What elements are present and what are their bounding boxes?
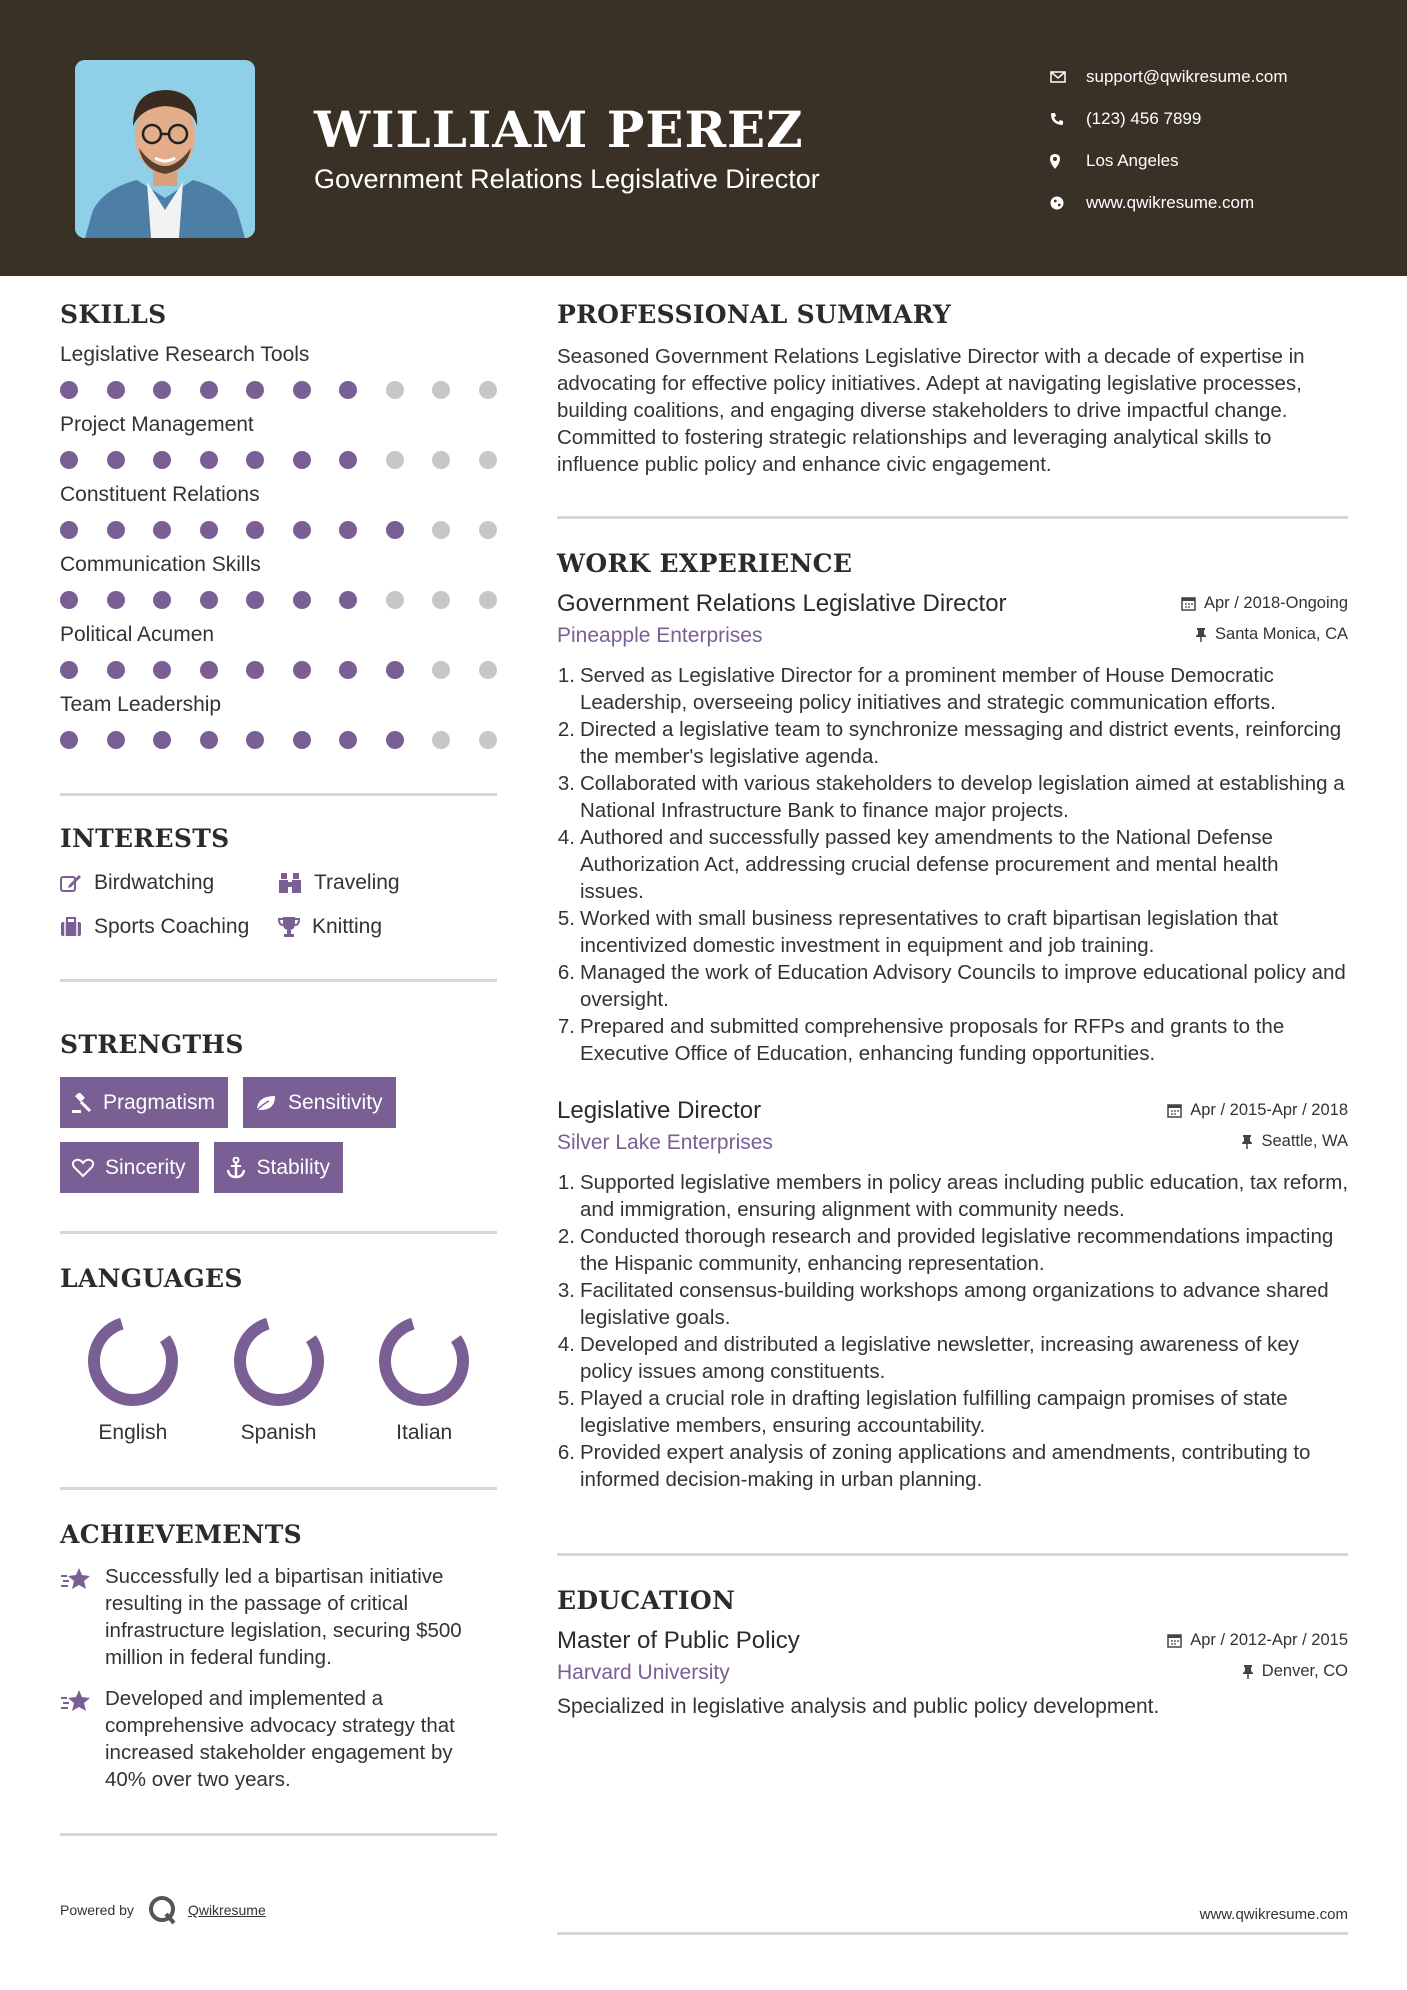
skill-dot-filled [60, 591, 78, 609]
skill-dot-filled [200, 521, 218, 539]
contact-phone[interactable] [1050, 98, 1288, 140]
skill-dot-filled [246, 521, 264, 539]
skill-dot-empty [432, 731, 450, 749]
skill-dot-filled [60, 451, 78, 469]
skill-name: Legislative Research Tools [60, 343, 310, 366]
contact-location-text: Los Angeles [1086, 151, 1179, 170]
pushpin-icon [1195, 627, 1207, 642]
skill-level-dots [60, 451, 497, 469]
skill-dot-filled [107, 381, 125, 399]
location-pin-icon [1050, 154, 1086, 169]
contact-list [1050, 56, 1288, 224]
skill-name: Communication Skills [60, 553, 261, 576]
job-bullet: 3. Collaborated with various stakeholders to develop legislation aimed at establishing a National Infrastructure Bank to finance major projects. [557, 772, 1345, 822]
job-bullet: 2. Directed a legislative team to synchronize messaging and district events, reinforcing the member's legislative agenda. [557, 718, 1342, 768]
star-icon [60, 1685, 105, 1793]
skill-dot-filled [200, 591, 218, 609]
job-dates-text: Apr / 2015-Apr / 2018 [1190, 1101, 1348, 1119]
language-item [351, 1315, 497, 1445]
job-location-text: Santa Monica, CA [1215, 625, 1348, 643]
skill-dot-filled [107, 451, 125, 469]
job-bullet: 7. Prepared and submitted comprehensive proposals for RFPs and grants to the Executive Office of Education, enhancing funding opportunities. [557, 1015, 1285, 1065]
job-bullet: 1. Served as Legislative Director for a prominent member of House Democratic Leadership, overseeing policy initiatives and strategic communication efforts. [557, 664, 1276, 714]
strength-label: Pragmatism [103, 1090, 216, 1114]
interest-item [60, 915, 278, 939]
resume-header [0, 0, 1407, 276]
skill-dot-filled [107, 731, 125, 749]
section-divider [60, 1231, 497, 1234]
strength-tag [60, 1077, 228, 1128]
strength-tag [214, 1142, 344, 1193]
achievement-item [60, 1685, 497, 1793]
language-level-ring [233, 1315, 325, 1407]
education-dates-text: Apr / 2012-Apr / 2015 [1190, 1631, 1348, 1649]
contact-website[interactable] [1050, 182, 1288, 224]
calendar-icon [1167, 1103, 1182, 1118]
skill-dot-filled [153, 451, 171, 469]
envelope-icon [1050, 71, 1086, 83]
powered-by [60, 1895, 266, 1925]
education-location-text: Denver, CO [1261, 1662, 1348, 1680]
skill-dot-filled [386, 731, 404, 749]
experience-heading: WORK EXPERIENCE [557, 549, 853, 578]
skills-heading: SKILLS [60, 300, 167, 329]
star-icon [60, 1563, 105, 1671]
profile-photo [75, 60, 255, 238]
strengths-heading: STRENGTHS [60, 1030, 244, 1059]
strength-label: Sensitivity [288, 1090, 383, 1114]
section-divider [557, 1553, 1348, 1556]
anchor-icon [226, 1157, 246, 1179]
job-location-text: Seattle, WA [1261, 1132, 1348, 1150]
school-name: Harvard University [557, 1661, 730, 1684]
skill-dot-filled [339, 661, 357, 679]
strength-tag [243, 1077, 396, 1128]
achievement-text: Successfully led a bipartisan initiative resulting in the passage of critical infrastructure legislation, securing $500 million in federal funding. [105, 1565, 462, 1669]
footer-website-link[interactable]: www.qwikresume.com [1199, 1906, 1348, 1923]
section-divider [60, 1833, 497, 1836]
candidate-title: Government Relations Legislative Director [314, 164, 820, 194]
contact-email[interactable] [1050, 56, 1288, 98]
skill-dot-filled [200, 661, 218, 679]
skill-dot-filled [200, 451, 218, 469]
skill-dot-filled [246, 661, 264, 679]
skill-dot-empty [432, 381, 450, 399]
skill-dot-filled [293, 521, 311, 539]
job-bullet: 4. Authored and successfully passed key amendments to the National Defense Authorization Act, addressing crucial defense procurement and mental health issues. [557, 826, 1279, 903]
skill-dot-filled [200, 731, 218, 749]
section-divider [60, 793, 497, 796]
skill-dot-filled [293, 381, 311, 399]
skill-level-dots [60, 731, 497, 749]
skill-dot-empty [432, 591, 450, 609]
powered-by-label: Powered by [60, 1902, 134, 1918]
achievement-text: Developed and implemented a comprehensive advocacy strategy that increased stakeholder engagement by 40% over two years. [105, 1687, 455, 1791]
skill-name: Political Acumen [60, 623, 215, 646]
job-entry [557, 1097, 1348, 1493]
skill-dot-filled [246, 731, 264, 749]
job-title: Government Relations Legislative Director [557, 590, 1007, 617]
languages-heading: LANGUAGES [60, 1264, 243, 1293]
section-divider [60, 979, 497, 982]
job-bullets [557, 1169, 1348, 1493]
interest-label: Traveling [314, 871, 400, 894]
briefcase-icon [60, 917, 82, 937]
education-dates [1167, 1631, 1348, 1650]
skill-dot-filled [107, 661, 125, 679]
skill-dot-empty [479, 591, 497, 609]
skill-dot-empty [479, 731, 497, 749]
left-column [60, 300, 497, 1836]
skill-dot-filled [60, 731, 78, 749]
leaf-icon [255, 1094, 277, 1112]
summary-text: Seasoned Government Relations Legislative Director with a decade of expertise in advocating for effective policy initiatives. Adept at navigating legislative processes, building coalitions, and engaging diverse stakeholders to drive impactful change. Committed to fostering strategic relationships and leveraging analytical skills to influence public policy and enhance civic engagement. [557, 345, 1305, 476]
strength-label: Sincerity [105, 1155, 186, 1179]
skill-dot-filled [293, 451, 311, 469]
skill-dot-filled [339, 521, 357, 539]
skill-dot-filled [200, 381, 218, 399]
section-divider [557, 1932, 1348, 1935]
education-location [1242, 1662, 1348, 1681]
skill-dot-empty [479, 521, 497, 539]
language-name: Spanish [240, 1421, 317, 1444]
education-entry [557, 1627, 1348, 1719]
skill-dot-empty [432, 521, 450, 539]
degree-title: Master of Public Policy [557, 1627, 800, 1654]
skill-dot-filled [386, 661, 404, 679]
skill-dot-filled [153, 381, 171, 399]
contact-website-text: www.qwikresume.com [1086, 193, 1255, 212]
right-column [557, 300, 1348, 1719]
strength-label: Stability [256, 1155, 331, 1179]
contact-phone-text: (123) 456 7899 [1086, 109, 1202, 128]
job-dates [1181, 594, 1348, 613]
skill-dot-empty [386, 591, 404, 609]
pushpin-icon [1242, 1664, 1254, 1679]
powered-by-brand-link[interactable]: Qwikresume [187, 1902, 266, 1918]
company-name: Silver Lake Enterprises [557, 1131, 773, 1154]
interest-label: Birdwatching [94, 871, 215, 894]
skill-level-dots [60, 661, 497, 679]
calendar-icon [1167, 1633, 1182, 1648]
skill-dot-filled [246, 381, 264, 399]
pencil-icon [60, 873, 82, 893]
job-bullet: 3. Facilitated consensus-building workshops among organizations to advance shared legislative goals. [557, 1279, 1329, 1329]
interest-label: Sports Coaching [94, 915, 250, 938]
skill-dot-empty [432, 451, 450, 469]
skill-dot-empty [479, 381, 497, 399]
skill-name: Constituent Relations [60, 483, 260, 506]
contact-location [1050, 140, 1288, 182]
job-location [1241, 1132, 1348, 1151]
job-bullet: 5. Played a crucial role in drafting legislation fulfilling campaign promises of state legislative members, ensuring accountability. [557, 1387, 1288, 1437]
skill-level-dots [60, 521, 497, 539]
job-bullet: 6. Provided expert analysis of zoning applications and amendments, contributing to informed decision-making in urban planning. [557, 1441, 1311, 1491]
language-item [206, 1315, 352, 1445]
qwikresume-logo-icon [146, 1895, 180, 1925]
calendar-icon [1181, 596, 1196, 611]
heart-icon [72, 1158, 94, 1178]
skill-dot-filled [293, 591, 311, 609]
job-dates-text: Apr / 2018-Ongoing [1203, 594, 1348, 612]
strengths-list [60, 1077, 497, 1193]
interest-label: Knitting [312, 915, 383, 938]
job-bullets [557, 662, 1348, 1067]
skill-dot-filled [153, 591, 171, 609]
skill-dot-filled [60, 381, 78, 399]
job-location [1195, 625, 1348, 644]
strength-tag [60, 1142, 199, 1193]
education-description: Specialized in legislative analysis and public policy development. [557, 1695, 1160, 1718]
skill-dot-filled [293, 731, 311, 749]
skill-dot-filled [60, 521, 78, 539]
interest-item [278, 915, 478, 939]
skill-dot-filled [386, 521, 404, 539]
skill-level-dots [60, 591, 497, 609]
company-name: Pineapple Enterprises [557, 624, 763, 647]
skill-dot-filled [293, 661, 311, 679]
job-title: Legislative Director [557, 1097, 762, 1124]
interests-heading: INTERESTS [60, 824, 230, 853]
skill-dot-empty [479, 451, 497, 469]
achievements-heading: ACHIEVEMENTS [60, 1520, 302, 1549]
skill-name: Team Leadership [60, 693, 222, 716]
interests-list [60, 871, 497, 939]
skill-dot-filled [153, 521, 171, 539]
job-bullet: 5. Worked with small business representatives to craft bipartisan legislation that incentivized domestic investment in equipment and job training. [557, 907, 1279, 957]
skill-dot-filled [339, 591, 357, 609]
job-bullet: 6. Managed the work of Education Advisory Councils to improve educational policy and oversight. [557, 961, 1346, 1011]
language-item [60, 1315, 206, 1445]
skill-dot-empty [386, 451, 404, 469]
section-divider [557, 516, 1348, 519]
job-dates [1167, 1101, 1348, 1120]
skill-dot-empty [386, 381, 404, 399]
summary-heading: PROFESSIONAL SUMMARY [557, 300, 952, 329]
education-heading: EDUCATION [557, 1586, 736, 1615]
skills-list [60, 343, 497, 749]
language-level-ring [378, 1315, 470, 1407]
skill-dot-empty [432, 661, 450, 679]
job-entry [557, 590, 1348, 1067]
language-name: English [98, 1421, 168, 1444]
pushpin-icon [1241, 1134, 1253, 1149]
job-bullet: 1. Supported legislative members in policy areas including public education, tax reform, and immigration, ensuring alignment with community needs. [557, 1171, 1349, 1221]
candidate-name: WILLIAM PEREZ [314, 100, 804, 159]
skill-dot-filled [246, 451, 264, 469]
skill-dot-filled [339, 381, 357, 399]
job-bullet: 2. Conducted thorough research and provided legislative recommendations impacting the Hispanic community, enhancing representation. [557, 1225, 1334, 1275]
skill-dot-filled [339, 731, 357, 749]
achievement-item [60, 1563, 497, 1671]
language-level-ring [87, 1315, 179, 1407]
skill-dot-filled [60, 661, 78, 679]
skill-dot-filled [107, 521, 125, 539]
skill-dot-filled [107, 591, 125, 609]
skill-dot-filled [153, 731, 171, 749]
skill-name: Project Management [60, 413, 254, 436]
skill-level-dots [60, 381, 497, 399]
binoculars-icon [278, 872, 302, 894]
interest-item [60, 871, 278, 895]
language-name: Italian [396, 1421, 453, 1444]
phone-icon [1050, 112, 1086, 126]
trophy-icon [278, 916, 300, 938]
globe-icon [1050, 196, 1086, 210]
interest-item [278, 871, 478, 895]
contact-email-text: support@qwikresume.com [1086, 67, 1288, 86]
languages-list [60, 1315, 497, 1445]
job-bullet: 4. Developed and distributed a legislative newsletter, increasing awareness of key policy issues among constituents. [557, 1333, 1300, 1383]
section-divider [60, 1487, 497, 1490]
skill-dot-filled [246, 591, 264, 609]
skill-dot-filled [153, 661, 171, 679]
skill-dot-empty [479, 661, 497, 679]
gavel-icon [72, 1093, 92, 1113]
skill-dot-filled [339, 451, 357, 469]
